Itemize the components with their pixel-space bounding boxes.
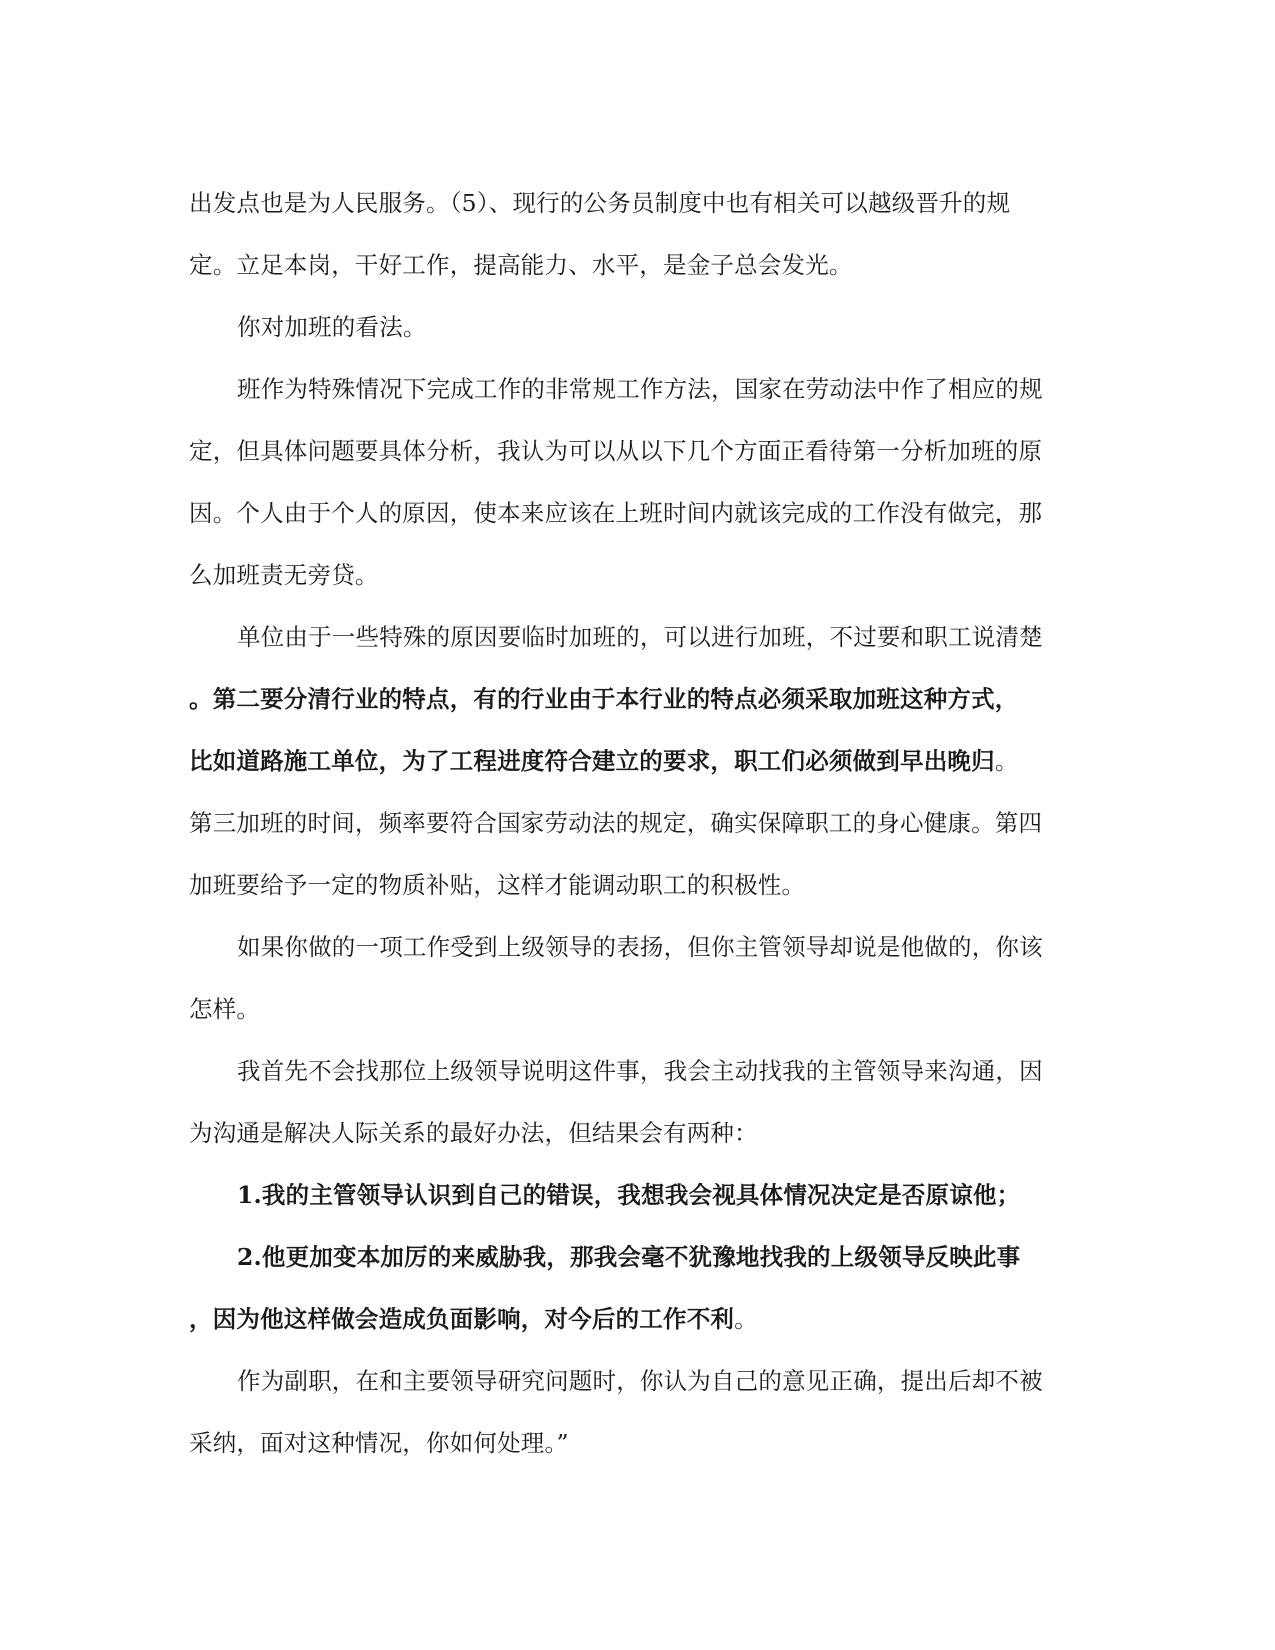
text-line-14: 怎样。 bbox=[189, 995, 261, 1023]
list-item-2: 2.他更加变本加厉的来威胁我，那我会毫不犹豫地找我的上级领导反映此事 bbox=[237, 1243, 1021, 1271]
list-item-2-continued bbox=[189, 1288, 1089, 1350]
text-line-15: 我首先不会找那位上级领导说明这件事，我会主动找我的主管领导来沟通，因 bbox=[237, 1057, 1043, 1085]
text-line-11: 第三加班的时间，频率要符合国家劳动法的规定，确实保障职工的身心健康。第四 bbox=[189, 809, 1043, 837]
text-line-21: 采纳，面对这种情况，你如何处理。” bbox=[189, 1429, 569, 1457]
text-line-7: 么加班责无旁贷。 bbox=[189, 561, 379, 589]
text-line-10-tail: 。 bbox=[994, 747, 1019, 775]
text-line-2: 定。立足本岗，干好工作，提高能力、水平，是金子总会发光。 bbox=[189, 251, 853, 279]
text-line-16: 为沟通是解决人际关系的最好办法，但结果会有两种： bbox=[189, 1119, 758, 1147]
list-item-2-continued-bold: ，因为他这样做会造成负面影响，对今后的工作不利 bbox=[189, 1305, 735, 1333]
text-line-5: 定，但具体问题要具体分析，我认为可以从以下几个方面正看待第一分析加班的原 bbox=[189, 437, 1043, 465]
list-item-1: 1.我的主管领导认识到自己的错误，我想我会视具体情况决定是否原谅他； bbox=[237, 1181, 1021, 1209]
list-item-2-continued-tail: 。 bbox=[734, 1305, 758, 1333]
text-line-4: 班作为特殊情况下完成工作的非常规工作方法，国家在劳动法中作了相应的规 bbox=[237, 375, 1043, 403]
question-heading-credit: 如果你做的一项工作受到上级领导的表扬，但你主管领导却说是他做的，你该 bbox=[237, 933, 1043, 961]
text-line-6: 因。个人由于个人的原因，使本来应该在上班时间内就该完成的工作没有做完，那 bbox=[189, 499, 1043, 527]
question-heading-overtime: 你对加班的看法。 bbox=[237, 313, 427, 341]
question-heading-deputy: 作为副职，在和主要领导研究问题时，你认为自己的意见正确，提出后却不被 bbox=[237, 1367, 1043, 1395]
text-line-10-bold: 比如道路施工单位，为了工程进度符合建立的要求，职工们必须做到早出晚归 bbox=[189, 747, 995, 775]
text-line-1: 出发点也是为人民服务。（5）、现行的公务员制度中也有相关可以越级晋升的规 bbox=[189, 189, 1011, 217]
text-line-8: 单位由于一些特殊的原因要临时加班的，可以进行加班，不过要和职工说清楚 bbox=[237, 623, 1043, 651]
text-line-10 bbox=[189, 730, 1089, 792]
text-line-9-bold: 。第二要分清行业的特点，有的行业由于本行业的特点必须采取加班这种方式， bbox=[189, 685, 1019, 713]
text-line-12: 加班要给予一定的物质补贴，这样才能调动职工的积极性。 bbox=[189, 871, 806, 899]
document-body bbox=[189, 172, 1089, 1474]
